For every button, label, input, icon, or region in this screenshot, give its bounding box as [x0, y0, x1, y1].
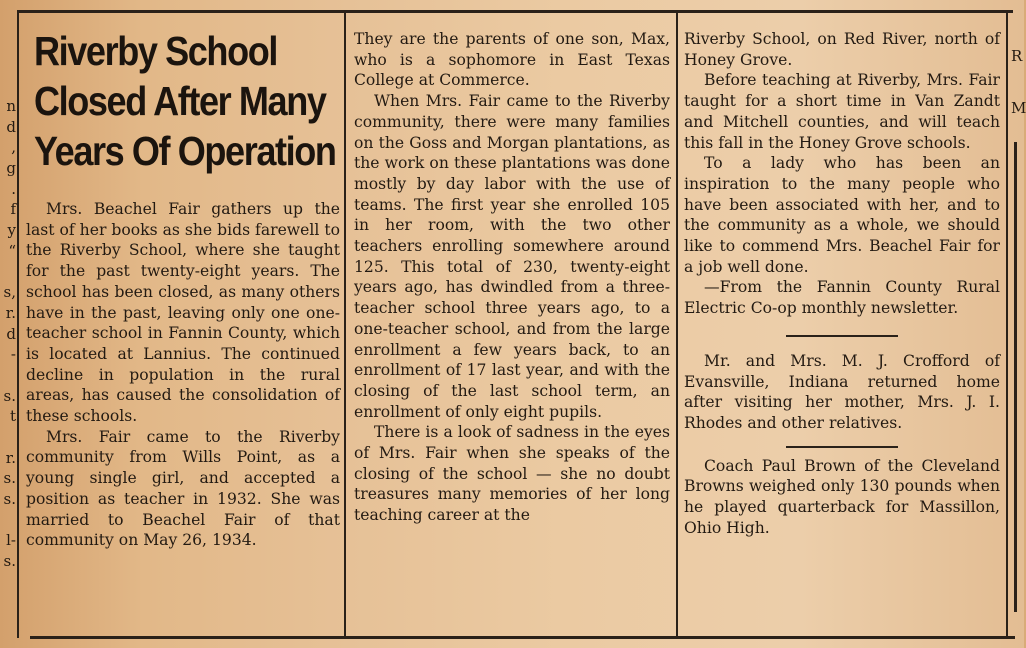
left-fragment: [0, 262, 16, 283]
left-fragment: s.: [3, 469, 16, 488]
column-rule-2: [676, 10, 678, 638]
article-column-1: [26, 199, 340, 639]
right-margin-fragments: [1011, 30, 1024, 134]
left-fragment: y: [7, 221, 16, 240]
left-fragment: s,: [3, 283, 16, 302]
article-paragraph: Before teaching at Riverby, Mrs. Fair taught for a short time in Van Zandt and Mitchell counties, and will teach this fall in the Honey Grove schools.: [684, 71, 1000, 152]
side-box-rule: [1014, 142, 1017, 612]
left-fragment: d: [6, 117, 16, 136]
left-fragment: ,: [11, 138, 16, 157]
news-brief: Coach Paul Brown of the Cleveland Browns weighed only 130 pounds when he played quarterback for Massillon, Ohio High.: [684, 456, 1000, 537]
left-fragment: g: [6, 159, 16, 178]
left-fragment: t: [9, 407, 16, 426]
news-brief: Mr. and Mrs. M. J. Crofford of Evansville, Indiana returned home after visiting her mother, Mrs. J. I. Rhodes and other relatives.: [684, 351, 1000, 432]
left-margin-fragments: [0, 96, 16, 572]
article-paragraph: Mrs. Beachel Fair gathers up the last of her books as she bids farewell to the Riverby School, where she taught for the past twenty-eight years. The school has been closed, as many others have in the past, leaving only one one-teacher school in Fannin County, which is located at Lannius. The continued decline in population in the rural areas, has caused the consolidation of these schools.: [26, 200, 340, 426]
article-column-2: [354, 29, 670, 637]
headline-line: Years Of Operation: [34, 128, 336, 174]
left-fragment: f: [10, 200, 16, 219]
column-rule-right: [1006, 10, 1008, 638]
left-fragment: r.: [5, 303, 16, 322]
article-paragraph: There is a look of sadness in the eyes of Mrs. Fair when she speaks of the closing of the school — she no doubt treasures many memories of her long teaching career at the: [354, 423, 670, 525]
left-fragment: d: [6, 324, 16, 343]
right-fragment: R: [1011, 47, 1023, 65]
left-fragment: [0, 365, 16, 386]
article-paragraph: To a lady who has been an inspiration to the many people who have been associated with her, and to the community as a whole, we should like to commend Mrs. Beachel Fair for a job well done.: [684, 154, 1000, 276]
article-paragraph: Mrs. Fair came to the Riverby community from Wills Point, as a young single girl, and accepted a position as teacher in 1932. She was married to Beachel Fair of that community on May 26, 1934.: [26, 427, 340, 550]
left-fragment: [0, 427, 16, 448]
left-fragment: [0, 510, 16, 531]
headline-line: Closed After Many: [34, 78, 326, 124]
article-paragraph: —From the Fannin County Rural Electric Co-op monthly newsletter.: [684, 278, 1000, 318]
article-headline: [34, 26, 336, 176]
article-column-3: [684, 29, 1000, 637]
left-fragment: s.: [3, 490, 16, 509]
left-fragment: -: [10, 345, 16, 364]
left-fragment: .: [11, 179, 16, 198]
top-rule: [18, 10, 1013, 13]
headline-line: Riverby School: [34, 28, 277, 74]
article-paragraph: They are the parents of one son, Max, who is a sophomore in East Texas College at Commerce.: [354, 30, 670, 90]
left-fragment: l-: [6, 531, 16, 550]
column-rule-left: [17, 10, 19, 638]
column-rule-1: [344, 10, 346, 638]
article-paragraph: When Mrs. Fair came to the Riverby community, there were many families on the Goss and Morgan plantations, as the work on these plantations was done mostly by day labor with the use of teams. The first year she enrolled 105 in her room, with the two other teachers enrolling somewhere around 125. This total of 230, twenty-eight years ago, has dwindled from a three-teacher school three years ago, to a one-teacher school, and from the large enrollment a few years back, to an enrollment of 17 last year, and with the closing of the last school term, an enrollment of only eight pupils.: [354, 92, 670, 421]
left-fragment: n: [6, 97, 16, 115]
left-fragment: s.: [3, 386, 16, 405]
left-fragment: “: [8, 241, 16, 260]
article-paragraph: Riverby School, on Red River, north of Honey Grove.: [684, 30, 1000, 69]
left-fragment: s.: [3, 552, 16, 571]
left-fragment: r.: [5, 448, 16, 467]
right-fragment: M: [1011, 99, 1026, 117]
